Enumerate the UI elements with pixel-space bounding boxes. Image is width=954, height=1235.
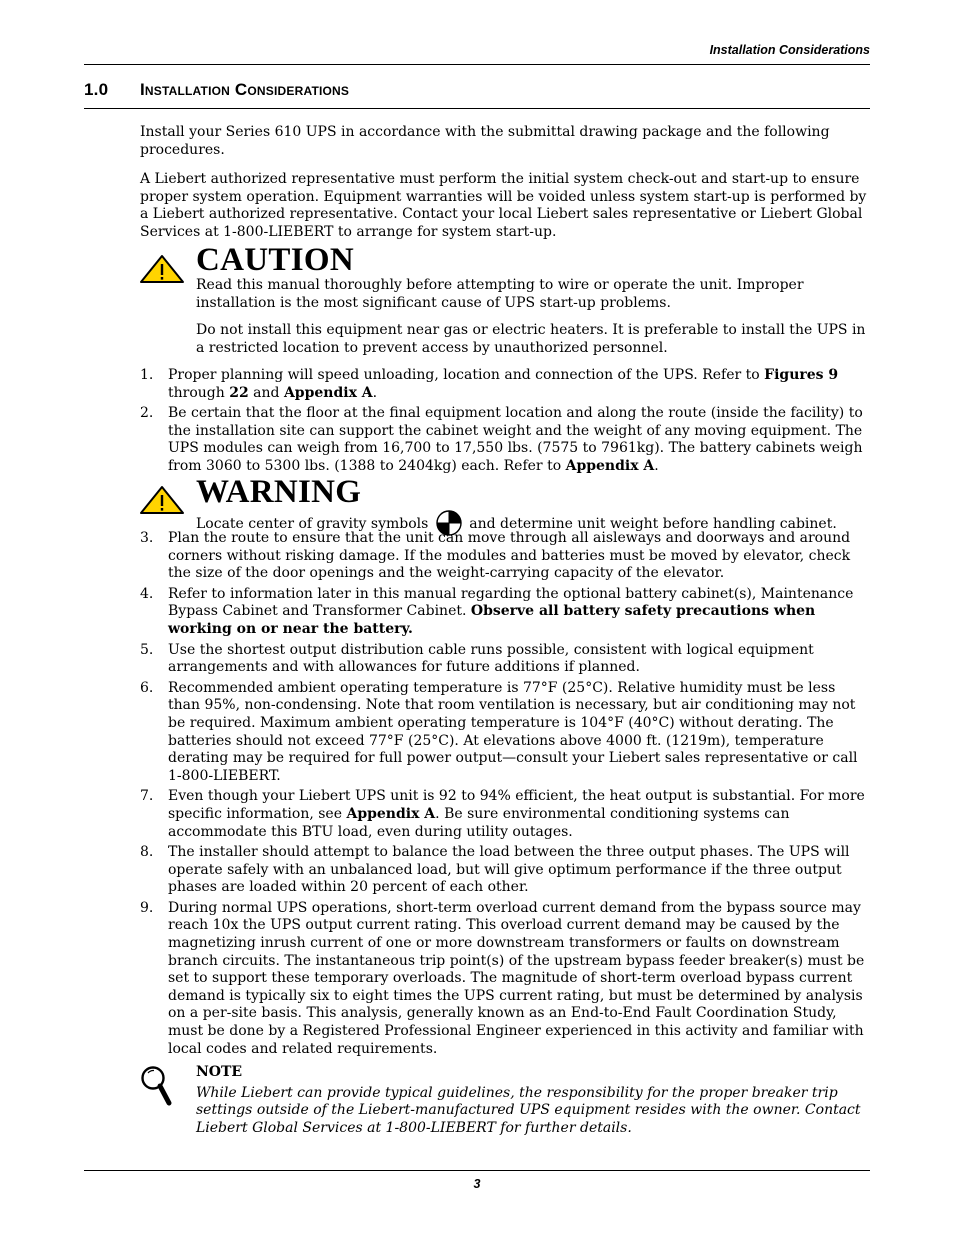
list-item: 2. Be certain that the floor at the final equipment location and along the route (inside the facility) to the installation site can support the cabinet weight and the weight of any moving equipment. The UPS modules can weigh from 16,700 to 17,550 lbs. (7575 to 7961kg). The battery cabinets weigh from 3060 to 5300 lbs. (1388 to 2404kg) each. Refer to Appendix A. — [140, 405, 863, 474]
warning-triangle-icon — [139, 254, 185, 284]
section-rule — [84, 108, 870, 109]
intro-paragraph-2: A Liebert authorized representative must perform the initial system check-out and start-up to ensure proper system operation. Equipment warranties will be voided unless system start-up is performed by a Liebert authorized representative. Contact your local Liebert sales representative or Liebert Global Services at 1-800-LIEBERT to arrange for system start-up. — [140, 171, 867, 240]
list-item: 5. Use the shortest output distribution cable runs possible, consistent with logical equipment arrangements and with allowances for future additions if planned. — [140, 641, 814, 676]
list-item: 7. Even though your Liebert UPS unit is 92 to 94% efficient, the heat output is substantial. For more specific information, see Appendix A. Be sure environmental conditioning systems can accommodate this BTU load, even during utility outages. — [140, 788, 865, 840]
footer-rule — [84, 1170, 870, 1171]
list-item: 3. Plan the route to ensure that the unit can move through all aisleways and doorways and around corners without risking damage. If the modules and batteries must be moved by elevator, check the size of the door openings and the weight-carrying capacity of the elevator. — [140, 530, 851, 582]
magnifier-icon — [140, 1065, 174, 1107]
caution-paragraph-2: Do not install this equipment near gas or electric heaters. It is preferable to install the UPS in a restricted location to prevent access by unauthorized personnel. — [196, 322, 866, 356]
section-title: Installation Considerations — [140, 80, 350, 99]
warning-block — [196, 474, 871, 536]
note-text: While Liebert can provide typical guidelines, the responsibility for the proper breaker trip settings outside of the Liebert-manufactured UPS equipment resides with the owner. Contact Liebert Global Services at 1-800-LIEBERT for further details. — [196, 1084, 861, 1136]
warning-triangle-icon — [139, 485, 185, 515]
list-item: 6. Recommended ambient operating temperature is 77°F (25°C). Relative humidity must be less than 95%, non-condensing. Note that room ventilation is necessary, but air conditioning may not be required. Maximum ambient operating temperature is 104°F (40°C) without derating. The batteries should not exceed 77°F (25°C). At elevations above 4000 ft. (1219m), temperature derating may be required for full power output—consult your Liebert sales representative or call 1-800-LIEBERT. — [140, 679, 858, 784]
section-number: 1.0 — [84, 80, 109, 99]
list-item: 4. Refer to information later in this manual regarding the optional battery cabinet(s), Maintenance Bypass Cabinet and Transformer Cabinet. Observe all battery safety precautions when working on or near the battery. — [140, 585, 854, 637]
warning-text: Locate center of gravity symbols and determine unit weight before handling cabinet. — [196, 510, 871, 536]
warning-title: WARNING — [196, 474, 362, 510]
steps-list-b — [140, 530, 870, 1061]
header-rule — [84, 64, 870, 65]
caution-title: CAUTION — [196, 242, 354, 278]
list-item: 9. During normal UPS operations, short-term overload current demand from the bypass source may reach 10x the UPS output current rating. This overload current demand may be caused by the magnetizing inrush current of one or more downstream transformers or faults on downstream branch circuits. The instantaneous trip point(s) of the upstream bypass feeder breaker(s) must be set to support these temporary overloads. The magnitude of short-term overload bypass current demand is typically six to eight times the UPS current rating, but must be determined by analysis on a per-site basis. This analysis, generally known as an End-to-End Fault Coordination Study, must be done by a Registered Professional Engineer experienced in this activity and familiar with local codes and related requirements. — [140, 899, 865, 1057]
intro-paragraph-1: Install your Series 610 UPS in accordance with the submittal drawing package and the following procedures. — [140, 124, 830, 158]
intro-text — [140, 124, 870, 242]
steps-list-a — [140, 367, 870, 479]
caution-paragraph-1: Read this manual thoroughly before attempting to wire or operate the unit. Improper installation is the most significant cause of UPS start-up problems. — [196, 277, 804, 311]
section-heading — [84, 80, 349, 100]
note-title: NOTE — [196, 1064, 243, 1080]
list-item: 8. The installer should attempt to balance the load between the three output phases. The UPS will operate safely with an unbalanced load, but will give optimum performance if the three output phases are loaded within 20 percent of each other. — [140, 844, 850, 896]
running-header: Installation Considerations — [709, 43, 870, 57]
note-block — [196, 1064, 871, 1137]
list-item: 1. Proper planning will speed unloading, location and connection of the UPS. Refer to Figures 9 through 22 and Appendix A. — [140, 367, 839, 401]
page-number: 3 — [473, 1177, 481, 1191]
caution-block — [196, 242, 871, 357]
